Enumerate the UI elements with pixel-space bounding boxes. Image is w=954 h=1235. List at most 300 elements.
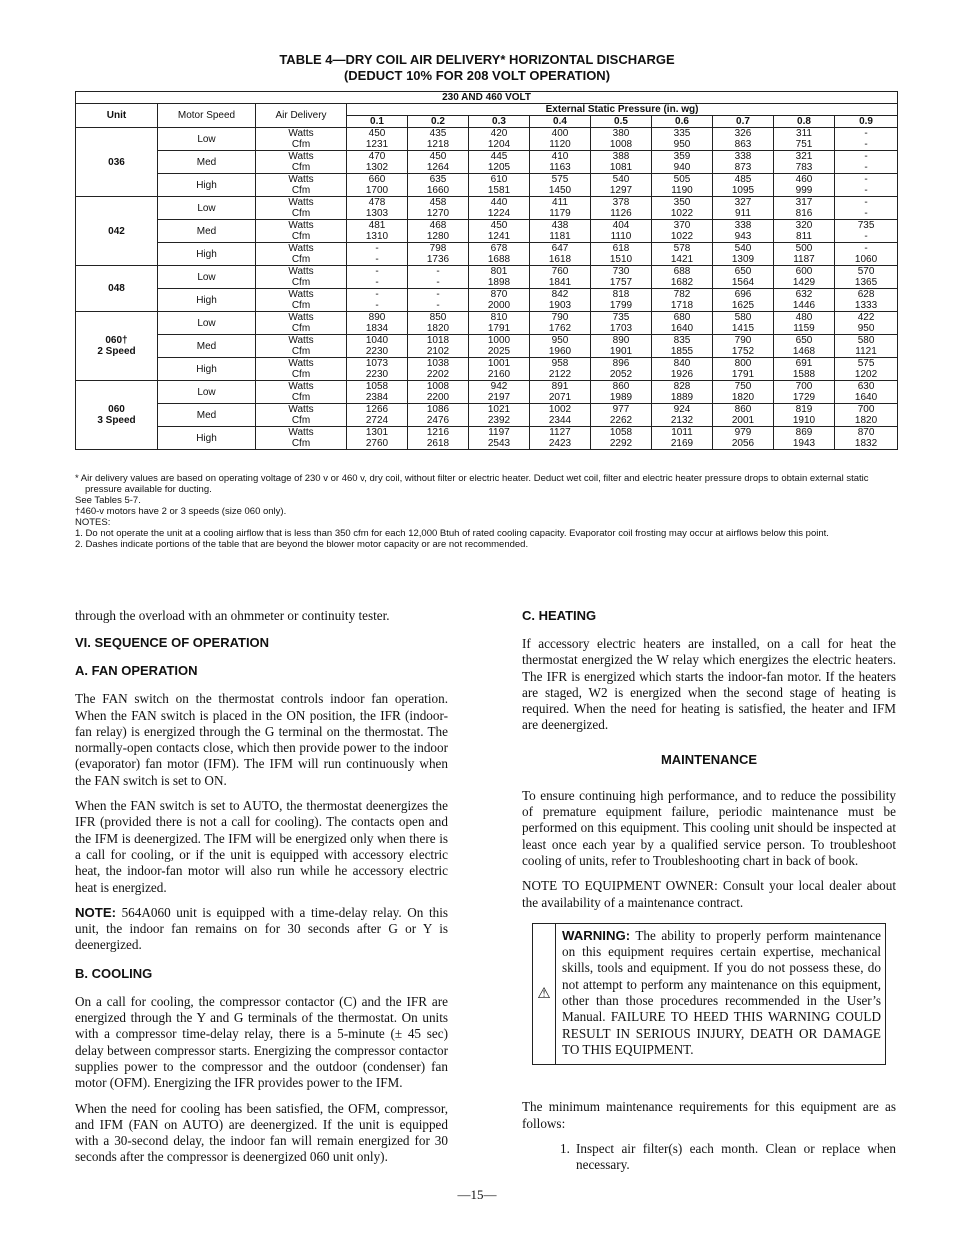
value-cell: 575	[530, 174, 591, 186]
pressure-header-cell: 0.9	[835, 116, 898, 128]
value-cell: 940	[652, 162, 713, 174]
value-cell: 450	[469, 220, 530, 232]
value-cell: 873	[713, 162, 774, 174]
value-cell: 570	[835, 266, 898, 278]
value-cell: 860	[591, 381, 652, 393]
value-cell: 2160	[469, 369, 530, 381]
motor-speed-cell: Low	[158, 128, 256, 151]
pressure-header-cell: 0.8	[774, 116, 835, 128]
value-cell: 1450	[530, 185, 591, 197]
value-cell: 1187	[774, 254, 835, 266]
value-cell: 2344	[530, 415, 591, 427]
maintenance-paragraph-1: To ensure continuing high performance, and to reduce the possibility of premature equipment failure, periodic maintenance must be performed on this equipment. This cooling unit should be inspected at least once each year by a qualified service person. To troubleshoot cooling of units, refer to Troubleshooting chart in back of book.	[522, 787, 896, 868]
value-cell: 1008	[408, 381, 469, 393]
value-cell: 688	[652, 266, 713, 278]
value-cell: 647	[530, 243, 591, 255]
value-cell: 942	[469, 381, 530, 393]
value-cell: 1943	[774, 438, 835, 450]
value-cell: 1889	[652, 392, 713, 404]
value-cell: 700	[774, 381, 835, 393]
value-cell: 1640	[835, 392, 898, 404]
air-delivery-label-cell: Cfm	[256, 392, 347, 404]
value-cell: 801	[469, 266, 530, 278]
value-cell: 691	[774, 358, 835, 370]
value-cell: 1302	[347, 162, 408, 174]
air-delivery-label-cell: Cfm	[256, 208, 347, 220]
air-delivery-label-cell: Cfm	[256, 185, 347, 197]
value-cell: 1926	[652, 369, 713, 381]
table-row	[76, 174, 898, 186]
table-row	[76, 289, 898, 301]
unit-cell: 048	[76, 266, 158, 312]
value-cell: 1197	[469, 427, 530, 439]
motor-speed-cell: Low	[158, 381, 256, 404]
air-delivery-label-cell: Watts	[256, 266, 347, 278]
value-cell: 977	[591, 404, 652, 416]
value-cell: 1040	[347, 335, 408, 347]
intro-text: through the overload with an ohmmeter or continuity tester.	[75, 608, 390, 623]
value-cell: 1073	[347, 358, 408, 370]
value-cell: 1011	[652, 427, 713, 439]
value-cell: 2760	[347, 438, 408, 450]
value-cell: 1303	[347, 208, 408, 220]
value-cell: 958	[530, 358, 591, 370]
air-delivery-label-cell: Cfm	[256, 415, 347, 427]
value-cell: 580	[713, 312, 774, 324]
value-cell: 835	[652, 335, 713, 347]
motor-speed-cell: Low	[158, 266, 256, 289]
motor-speed-cell: Med	[158, 335, 256, 358]
value-cell: -	[408, 289, 469, 301]
value-cell: 420	[469, 128, 530, 140]
list-item-text: Inspect air filter(s) each month. Clean or replace when necessary.	[576, 1140, 896, 1173]
value-cell: -	[408, 266, 469, 278]
value-cell: 869	[774, 427, 835, 439]
value-cell: 800	[713, 358, 774, 370]
value-cell: 1581	[469, 185, 530, 197]
minimum-requirements-text: The minimum maintenance requirements for this equipment are as follows:	[522, 1099, 896, 1131]
fan-paragraph-1: The FAN switch on the thermostat controls indoor fan operation. When the FAN switch is placed in the ON position, the IFR (indoor-fan relay) is energized through the G terminal on the thermostat. The normally-open contacts close, which then provide power to the indoor (evaporator) fan motor (IFM). The IFM will run continuously when the FAN switch is set to ON.	[75, 691, 448, 788]
maintenance-paragraph-2: NOTE TO EQUIPMENT OWNER: Consult your local dealer about the availability of a maintenance contract.	[522, 878, 896, 910]
value-cell: 1181	[530, 231, 591, 243]
value-cell: 470	[347, 151, 408, 163]
value-cell: 700	[835, 404, 898, 416]
value-cell: 350	[652, 197, 713, 209]
value-cell: 335	[652, 128, 713, 140]
value-cell: 911	[713, 208, 774, 220]
value-cell: 1841	[530, 277, 591, 289]
value-cell: 1960	[530, 346, 591, 358]
value-cell: 730	[591, 266, 652, 278]
value-cell: -	[835, 128, 898, 140]
value-cell: -	[347, 300, 408, 312]
table-row	[76, 197, 898, 209]
footnote-note-1: 1. Do not operate the unit at a cooling airflow that is less than 350 cfm for each 12,000 Btuh of rated cooling capacity. Evaporator coil frosting may occur at airflows below this point.	[75, 528, 829, 539]
value-cell: 1910	[774, 415, 835, 427]
value-cell: 540	[591, 174, 652, 186]
table-title	[0, 52, 954, 84]
value-cell: 1022	[652, 208, 713, 220]
value-cell: 1791	[713, 369, 774, 381]
value-cell: 2122	[530, 369, 591, 381]
value-cell: 650	[774, 335, 835, 347]
air-delivery-label-cell: Watts	[256, 312, 347, 324]
value-cell: 1333	[835, 300, 898, 312]
footnote-note-2: 2. Dashes indicate portions of the table that are beyond the blower motor capacity or are not recommended.	[75, 539, 529, 550]
value-cell: 1700	[347, 185, 408, 197]
value-cell: 370	[652, 220, 713, 232]
value-cell: 1703	[591, 323, 652, 335]
value-cell: 410	[530, 151, 591, 163]
value-cell: 600	[774, 266, 835, 278]
value-cell: 1820	[713, 392, 774, 404]
value-cell: 388	[591, 151, 652, 163]
pressure-header-cell: 0.3	[469, 116, 530, 128]
note-text: 564A060 unit is equipped with a time-delay relay. On this unit, the indoor fan remains on for 30 seconds after G or Y is deenergized.	[75, 904, 448, 953]
value-cell: 1205	[469, 162, 530, 174]
value-cell: 790	[530, 312, 591, 324]
value-cell: 1625	[713, 300, 774, 312]
value-cell: 950	[530, 335, 591, 347]
value-cell: 635	[408, 174, 469, 186]
value-cell: 1989	[591, 392, 652, 404]
value-cell: 1224	[469, 208, 530, 220]
value-cell: 1729	[774, 392, 835, 404]
table-row	[76, 128, 898, 140]
value-cell: 1202	[835, 369, 898, 381]
warning-text	[556, 924, 885, 1064]
value-cell: 678	[469, 243, 530, 255]
value-cell: 1021	[469, 404, 530, 416]
value-cell: 1018	[408, 335, 469, 347]
air-delivery-label-cell: Cfm	[256, 300, 347, 312]
value-cell: -	[347, 266, 408, 278]
air-delivery-label-cell: Watts	[256, 404, 347, 416]
value-cell: -	[835, 174, 898, 186]
table-row	[76, 381, 898, 393]
value-cell: 500	[774, 243, 835, 255]
value-cell: 2476	[408, 415, 469, 427]
value-cell: 1159	[774, 323, 835, 335]
air-delivery-label-cell: Cfm	[256, 438, 347, 450]
value-cell: 1660	[408, 185, 469, 197]
air-delivery-label-cell: Cfm	[256, 323, 347, 335]
fan-operation-heading: A. FAN OPERATION	[75, 663, 198, 679]
value-cell: 327	[713, 197, 774, 209]
value-cell: 1820	[408, 323, 469, 335]
value-cell: 411	[530, 197, 591, 209]
cooling-heading: B. COOLING	[75, 965, 153, 981]
value-cell: -	[347, 289, 408, 301]
warning-label: WARNING:	[562, 927, 631, 943]
value-cell: 1002	[530, 404, 591, 416]
value-cell: 891	[530, 381, 591, 393]
value-cell: 1179	[530, 208, 591, 220]
value-cell: 1297	[591, 185, 652, 197]
value-cell: 650	[713, 266, 774, 278]
value-cell: 979	[713, 427, 774, 439]
value-cell: 840	[652, 358, 713, 370]
value-cell: 1510	[591, 254, 652, 266]
value-cell: 760	[530, 266, 591, 278]
value-cell: 1058	[347, 381, 408, 393]
air-delivery-label-cell: Watts	[256, 151, 347, 163]
value-cell: 580	[835, 335, 898, 347]
motor-speed-cell: Med	[158, 220, 256, 243]
value-cell: 2724	[347, 415, 408, 427]
value-cell: 811	[774, 231, 835, 243]
value-cell: 819	[774, 404, 835, 416]
list-item	[522, 1141, 896, 1174]
list-item-number: 1.	[560, 1140, 570, 1156]
value-cell: 2200	[408, 392, 469, 404]
air-delivery-label-cell: Cfm	[256, 254, 347, 266]
value-cell: 2543	[469, 438, 530, 450]
value-cell: 540	[713, 243, 774, 255]
value-cell: 1163	[530, 162, 591, 174]
value-cell: -	[408, 277, 469, 289]
unit-cell: 060† 2 Speed	[76, 312, 158, 381]
value-cell: 422	[835, 312, 898, 324]
value-cell: -	[347, 254, 408, 266]
value-cell: 850	[408, 312, 469, 324]
value-cell: 1762	[530, 323, 591, 335]
value-cell: 458	[408, 197, 469, 209]
value-cell: 1060	[835, 254, 898, 266]
footnote-see-tables: See Tables 5-7.	[75, 495, 141, 506]
motor-speed-cell: High	[158, 174, 256, 197]
pressure-header-cell: 0.2	[408, 116, 469, 128]
table-row	[76, 220, 898, 232]
value-cell: 450	[347, 128, 408, 140]
value-cell: 1266	[347, 404, 408, 416]
value-cell: 1058	[591, 427, 652, 439]
value-cell: 1241	[469, 231, 530, 243]
pressure-header-cell: 0.7	[713, 116, 774, 128]
value-cell: 1190	[652, 185, 713, 197]
value-cell: 1898	[469, 277, 530, 289]
value-cell: 783	[774, 162, 835, 174]
warning-box	[532, 923, 886, 1065]
unit-cell: 060 3 Speed	[76, 381, 158, 450]
value-cell: -	[347, 243, 408, 255]
value-cell: 2052	[591, 369, 652, 381]
value-cell: 818	[591, 289, 652, 301]
value-cell: -	[835, 208, 898, 220]
air-delivery-table	[75, 91, 898, 450]
motor-speed-cell: Med	[158, 151, 256, 174]
value-cell: 338	[713, 220, 774, 232]
value-cell: 790	[713, 335, 774, 347]
value-cell: 578	[652, 243, 713, 255]
value-cell: 1204	[469, 139, 530, 151]
value-cell: 440	[469, 197, 530, 209]
warning-triangle-icon: ⚠	[533, 924, 556, 1064]
value-cell: 896	[591, 358, 652, 370]
value-cell: 1280	[408, 231, 469, 243]
value-cell: -	[835, 151, 898, 163]
value-cell: 1799	[591, 300, 652, 312]
value-cell: 1301	[347, 427, 408, 439]
value-cell: 950	[652, 139, 713, 151]
table-row	[76, 312, 898, 324]
value-cell: 950	[835, 323, 898, 335]
value-cell: 1820	[835, 415, 898, 427]
value-cell: 485	[713, 174, 774, 186]
value-cell: 2202	[408, 369, 469, 381]
value-cell: 2392	[469, 415, 530, 427]
heating-paragraph: If accessory electric heaters are installed, on a call for heat the thermostat energized the W relay which energizes the electric heaters. The IFR is energized which starts the indoor-fan motor. If the heaters are staged, W2 is energized when the second stage of heating is required. When the need for heating is satisfied, the heater and IFM are deenergized.	[522, 636, 896, 733]
value-cell: 890	[347, 312, 408, 324]
air-delivery-label-cell: Watts	[256, 220, 347, 232]
air-delivery-label-cell: Watts	[256, 174, 347, 186]
motor-speed-cell: High	[158, 243, 256, 266]
value-cell: 870	[469, 289, 530, 301]
value-cell: 2169	[652, 438, 713, 450]
value-cell: 2230	[347, 369, 408, 381]
value-cell: 1231	[347, 139, 408, 151]
value-cell: 1429	[774, 277, 835, 289]
value-cell: 1365	[835, 277, 898, 289]
value-cell: 1126	[591, 208, 652, 220]
unit-cell: 036	[76, 128, 158, 197]
air-delivery-column-header: Air Delivery	[256, 104, 347, 128]
value-cell: 2262	[591, 415, 652, 427]
table-title-line-1: TABLE 4—DRY COIL AIR DELIVERY* HORIZONTAL DISCHARGE	[279, 52, 675, 67]
value-cell: 660	[347, 174, 408, 186]
value-cell: 359	[652, 151, 713, 163]
value-cell: 2001	[713, 415, 774, 427]
value-cell: 320	[774, 220, 835, 232]
value-cell: 445	[469, 151, 530, 163]
value-cell: 438	[530, 220, 591, 232]
left-column	[75, 608, 448, 1175]
value-cell: 435	[408, 128, 469, 140]
value-cell: 943	[713, 231, 774, 243]
value-cell: 1640	[652, 323, 713, 335]
value-cell: -	[835, 231, 898, 243]
air-delivery-label-cell: Watts	[256, 128, 347, 140]
warning-body: The ability to properly perform maintenance on this equipment requires certain expertise, mechanical skills, tools and equipment. If you do not possess these, do not attempt to perform any maintenance on this equipment, other than those procedures recommended in the User’s Manual. FAILURE TO HEED THIS WARNING COULD RESULT IN SERIOUS INJURY, DEATH OR DAMAGE TO THIS EQUIPMENT.	[562, 927, 881, 1057]
value-cell: 2423	[530, 438, 591, 450]
value-cell: 628	[835, 289, 898, 301]
value-cell: 1415	[713, 323, 774, 335]
value-cell: 750	[713, 381, 774, 393]
value-cell: 735	[591, 312, 652, 324]
value-cell: 630	[835, 381, 898, 393]
value-cell: 860	[713, 404, 774, 416]
value-cell: 1001	[469, 358, 530, 370]
air-delivery-label-cell: Watts	[256, 335, 347, 347]
value-cell: 2618	[408, 438, 469, 450]
footnote-dagger: †460-v motors have 2 or 3 speeds (size 060 only).	[75, 506, 287, 517]
voltage-header: 230 AND 460 VOLT	[76, 92, 898, 104]
cooling-paragraph-2: When the need for cooling has been satisfied, the OFM, compressor, and IFM (FAN on AUTO) are deenergized. If the unit is equipped with a 30-second delay, the indoor fan will remain energized for 30 seconds after the compressor is deenergized 060 unit only).	[75, 1100, 448, 1165]
value-cell: 828	[652, 381, 713, 393]
value-cell: 2056	[713, 438, 774, 450]
value-cell: 2292	[591, 438, 652, 450]
value-cell: -	[835, 162, 898, 174]
table-body	[76, 128, 898, 450]
value-cell: 924	[652, 404, 713, 416]
table-row	[76, 358, 898, 370]
value-cell: 378	[591, 197, 652, 209]
value-cell: 1446	[774, 300, 835, 312]
value-cell: 317	[774, 197, 835, 209]
value-cell: 1855	[652, 346, 713, 358]
value-cell: 1752	[713, 346, 774, 358]
value-cell: 1832	[835, 438, 898, 450]
value-cell: 468	[408, 220, 469, 232]
air-delivery-label-cell: Cfm	[256, 369, 347, 381]
value-cell: 321	[774, 151, 835, 163]
value-cell: 1718	[652, 300, 713, 312]
value-cell: -	[408, 300, 469, 312]
value-cell: 1081	[591, 162, 652, 174]
table-row	[76, 404, 898, 416]
value-cell: 751	[774, 139, 835, 151]
air-delivery-table-wrapper	[75, 91, 897, 450]
pressure-group-header: External Static Pressure (in. wg)	[347, 104, 898, 116]
value-cell: 1309	[713, 254, 774, 266]
pressure-header-cell: 0.5	[591, 116, 652, 128]
value-cell: 2071	[530, 392, 591, 404]
value-cell: 1901	[591, 346, 652, 358]
value-cell: 1270	[408, 208, 469, 220]
note-paragraph	[75, 905, 448, 954]
value-cell: 326	[713, 128, 774, 140]
value-cell: 1216	[408, 427, 469, 439]
page-number: —15—	[457, 1187, 497, 1202]
unit-cell: 042	[76, 197, 158, 266]
value-cell: 890	[591, 335, 652, 347]
footnote-asterisk: * Air delivery values are based on operating voltage of 230 v or 460 v, dry coil, without filter or electric heater. Deduct wet coil, filter and electric heater pressure drops to obtain external static pressure available for ducting.	[75, 473, 869, 495]
value-cell: 400	[530, 128, 591, 140]
value-cell: 1468	[774, 346, 835, 358]
pressure-header-cell: 0.6	[652, 116, 713, 128]
value-cell: 2132	[652, 415, 713, 427]
motor-speed-cell: High	[158, 289, 256, 312]
value-cell: 2384	[347, 392, 408, 404]
value-cell: 1086	[408, 404, 469, 416]
value-cell: 618	[591, 243, 652, 255]
value-cell: 1588	[774, 369, 835, 381]
value-cell: 2000	[469, 300, 530, 312]
value-cell: 816	[774, 208, 835, 220]
value-cell: 478	[347, 197, 408, 209]
value-cell: 632	[774, 289, 835, 301]
table-title-line-2: (DEDUCT 10% FOR 208 VOLT OPERATION)	[343, 68, 611, 83]
section-vi-heading: VI. SEQUENCE OF OPERATION	[75, 635, 270, 651]
value-cell: 1421	[652, 254, 713, 266]
value-cell: 870	[835, 427, 898, 439]
value-cell: 1564	[713, 277, 774, 289]
air-delivery-label-cell: Cfm	[256, 162, 347, 174]
air-delivery-label-cell: Watts	[256, 289, 347, 301]
value-cell: 696	[713, 289, 774, 301]
value-cell: 810	[469, 312, 530, 324]
value-cell: 480	[774, 312, 835, 324]
value-cell: 1120	[530, 139, 591, 151]
value-cell: 1022	[652, 231, 713, 243]
value-cell: 842	[530, 289, 591, 301]
value-cell: -	[347, 277, 408, 289]
heating-heading: C. HEATING	[522, 608, 597, 623]
air-delivery-label-cell: Watts	[256, 427, 347, 439]
value-cell: 2197	[469, 392, 530, 404]
cooling-paragraph-1: On a call for cooling, the compressor contactor (C) and the IFR are energized through the Y and G terminals of the thermostat. On units with a compressor time-delay relay, there is a 5-minute (± 45 sec) delay between compressor starts. Energizing the compressor contactor supplies power to the compressor and the outdoor (condenser) fan motor (OFM). Energizing the IFR provides power to the IFM.	[75, 993, 448, 1091]
footnote-notes-label: NOTES:	[75, 517, 111, 528]
